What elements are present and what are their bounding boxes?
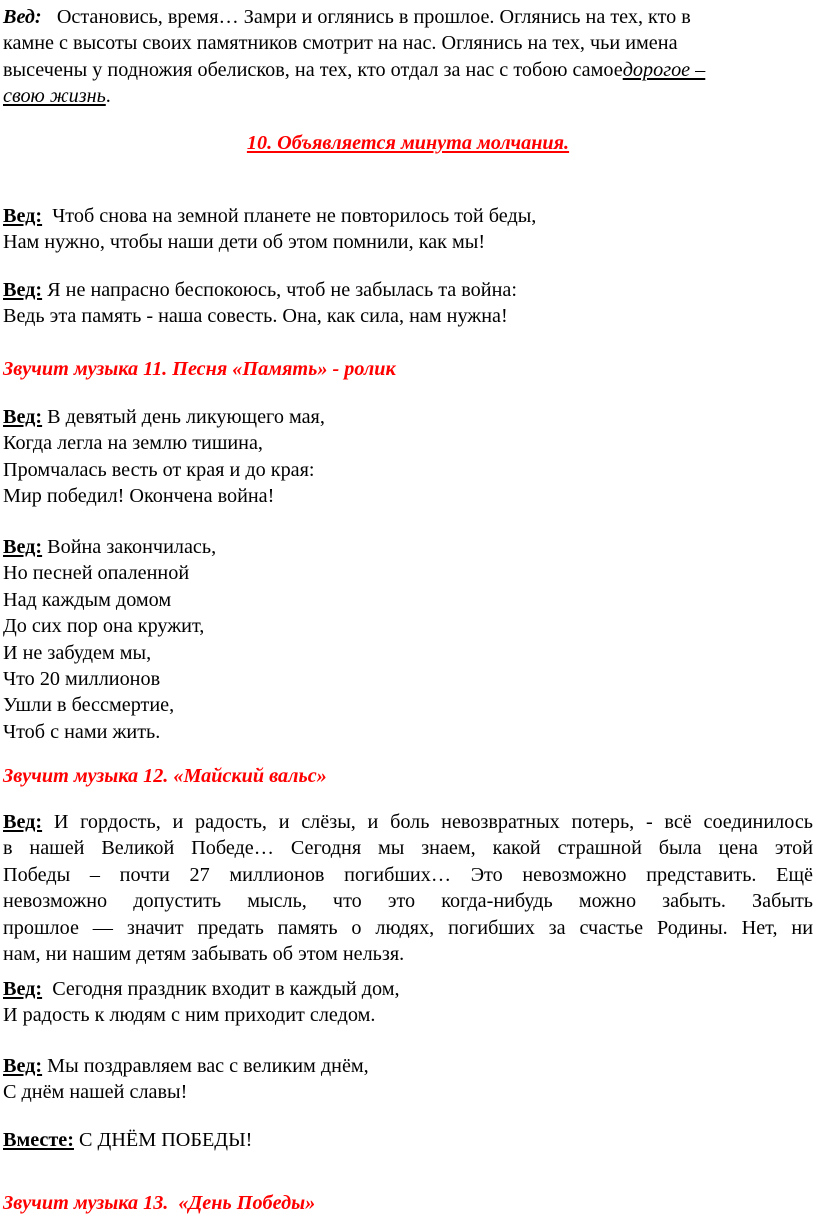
text-line: Ведь эта память - наша совесть. Она, как сила, нам нужна! bbox=[3, 305, 508, 328]
text-line: Нам нужно, чтобы наши дети об этом помнили, как мы! bbox=[3, 231, 486, 254]
text-line: . bbox=[105, 85, 111, 108]
section-heading: 10. Объявляется минута молчания. bbox=[246, 132, 570, 154]
text-line: До сих пор она кружит, bbox=[3, 615, 205, 638]
emphasis-text: дорогое – bbox=[622, 58, 706, 81]
music-cue: Звучит музыка 13. «День Победы» bbox=[3, 1192, 316, 1214]
text-line: нам, ни нашим детям забывать об этом нельзя. bbox=[3, 943, 405, 966]
speaker-label: Вместе: bbox=[3, 1129, 74, 1151]
text-line: Мы поздравляем вас с великим днём, bbox=[47, 1055, 369, 1077]
text-line: Над каждым домом bbox=[3, 588, 172, 611]
speaker-label: Вед: bbox=[3, 536, 43, 558]
speaker-label: Вед: bbox=[3, 978, 43, 1000]
text-line: Чтоб с нами жить. bbox=[3, 720, 161, 743]
speaker-label: Вед: bbox=[3, 279, 43, 301]
text-line: С днём нашей славы! bbox=[3, 1081, 188, 1104]
text-line: Я не напрасно беспокоюсь, чтоб не забылась та война: bbox=[47, 279, 517, 301]
music-cue-11 bbox=[3, 356, 813, 382]
emphasis-text: свою жизнь bbox=[3, 85, 106, 108]
speaker-label: Вед: bbox=[3, 1055, 43, 1077]
text-line: Промчалась весть от края и до края: bbox=[3, 458, 315, 481]
text-line: Ушли в бессмертие, bbox=[3, 694, 175, 717]
paragraph-together bbox=[3, 1127, 813, 1153]
paragraph-verse-4 bbox=[3, 534, 813, 745]
music-cue: Звучит музыка 12. «Майский вальс» bbox=[3, 765, 327, 787]
text-line: И радость к людям с ним приходит следом. bbox=[3, 1004, 376, 1027]
text-line: в нашей Великой Победе… Сегодня мы знаем, какой страшной была цена этой bbox=[3, 837, 813, 860]
text-line: Что 20 миллионов bbox=[3, 668, 161, 691]
text-line: И гордость, и радость, и слёзы, и боль невозвратных потерь, - всё соединилось bbox=[53, 811, 813, 833]
text-line: прошлое — значит предать память о людях, погибших за счастье Родины. Нет, ни bbox=[3, 916, 813, 939]
music-cue: Звучит музыка 11. Песня «Память» - ролик bbox=[3, 358, 396, 380]
text-line: Остановись, время… Замри и оглянись в прошлое. Оглянись на тех, кто в bbox=[56, 6, 691, 28]
text-line: В девятый день ликующего мая, bbox=[47, 406, 325, 428]
text-line: Чтоб снова на земной планете не повторилось той беды, bbox=[52, 205, 537, 227]
text-line: Но песней опаленной bbox=[3, 562, 190, 585]
music-cue-12 bbox=[3, 763, 813, 789]
text-line: Победы – почти 27 миллионов погибших… Это невозможно представить. Ещё bbox=[3, 863, 813, 886]
text-line: Война закончилась, bbox=[47, 536, 217, 558]
paragraph-victory bbox=[3, 809, 813, 967]
paragraph-verse-1 bbox=[3, 203, 813, 256]
paragraph-verse-3 bbox=[3, 404, 813, 510]
text-line: Когда легла на землю тишина, bbox=[3, 432, 263, 455]
speaker-label: Вед: bbox=[3, 406, 43, 428]
paragraph-intro bbox=[3, 4, 813, 110]
text-line: высечены у подножия обелисков, на тех, кто отдал за нас с тобою самое bbox=[3, 58, 623, 81]
music-cue-13 bbox=[3, 1190, 813, 1216]
text-line: И не забудем мы, bbox=[3, 641, 152, 664]
text-line: Мир победил! Окончена война! bbox=[3, 485, 275, 508]
speaker-label: Вед: bbox=[3, 205, 43, 227]
text-line: невозможно допустить мысль, что это когда-нибудь можно забыть. Забыть bbox=[3, 890, 813, 913]
text-line: Сегодня праздник входит в каждый дом, bbox=[52, 978, 400, 1000]
text-line: С ДНЁМ ПОБЕДЫ! bbox=[79, 1129, 253, 1151]
heading-moment-of-silence bbox=[3, 130, 813, 156]
paragraph-verse-6 bbox=[3, 1053, 813, 1106]
speaker-label: Вед: bbox=[3, 811, 43, 833]
paragraph-verse-5 bbox=[3, 976, 813, 1029]
text-line: камне с высоты своих памятников смотрит на нас. Оглянись на тех, чьи имена bbox=[3, 32, 678, 55]
paragraph-verse-2 bbox=[3, 277, 813, 330]
speaker-label: Вед: bbox=[3, 6, 42, 28]
